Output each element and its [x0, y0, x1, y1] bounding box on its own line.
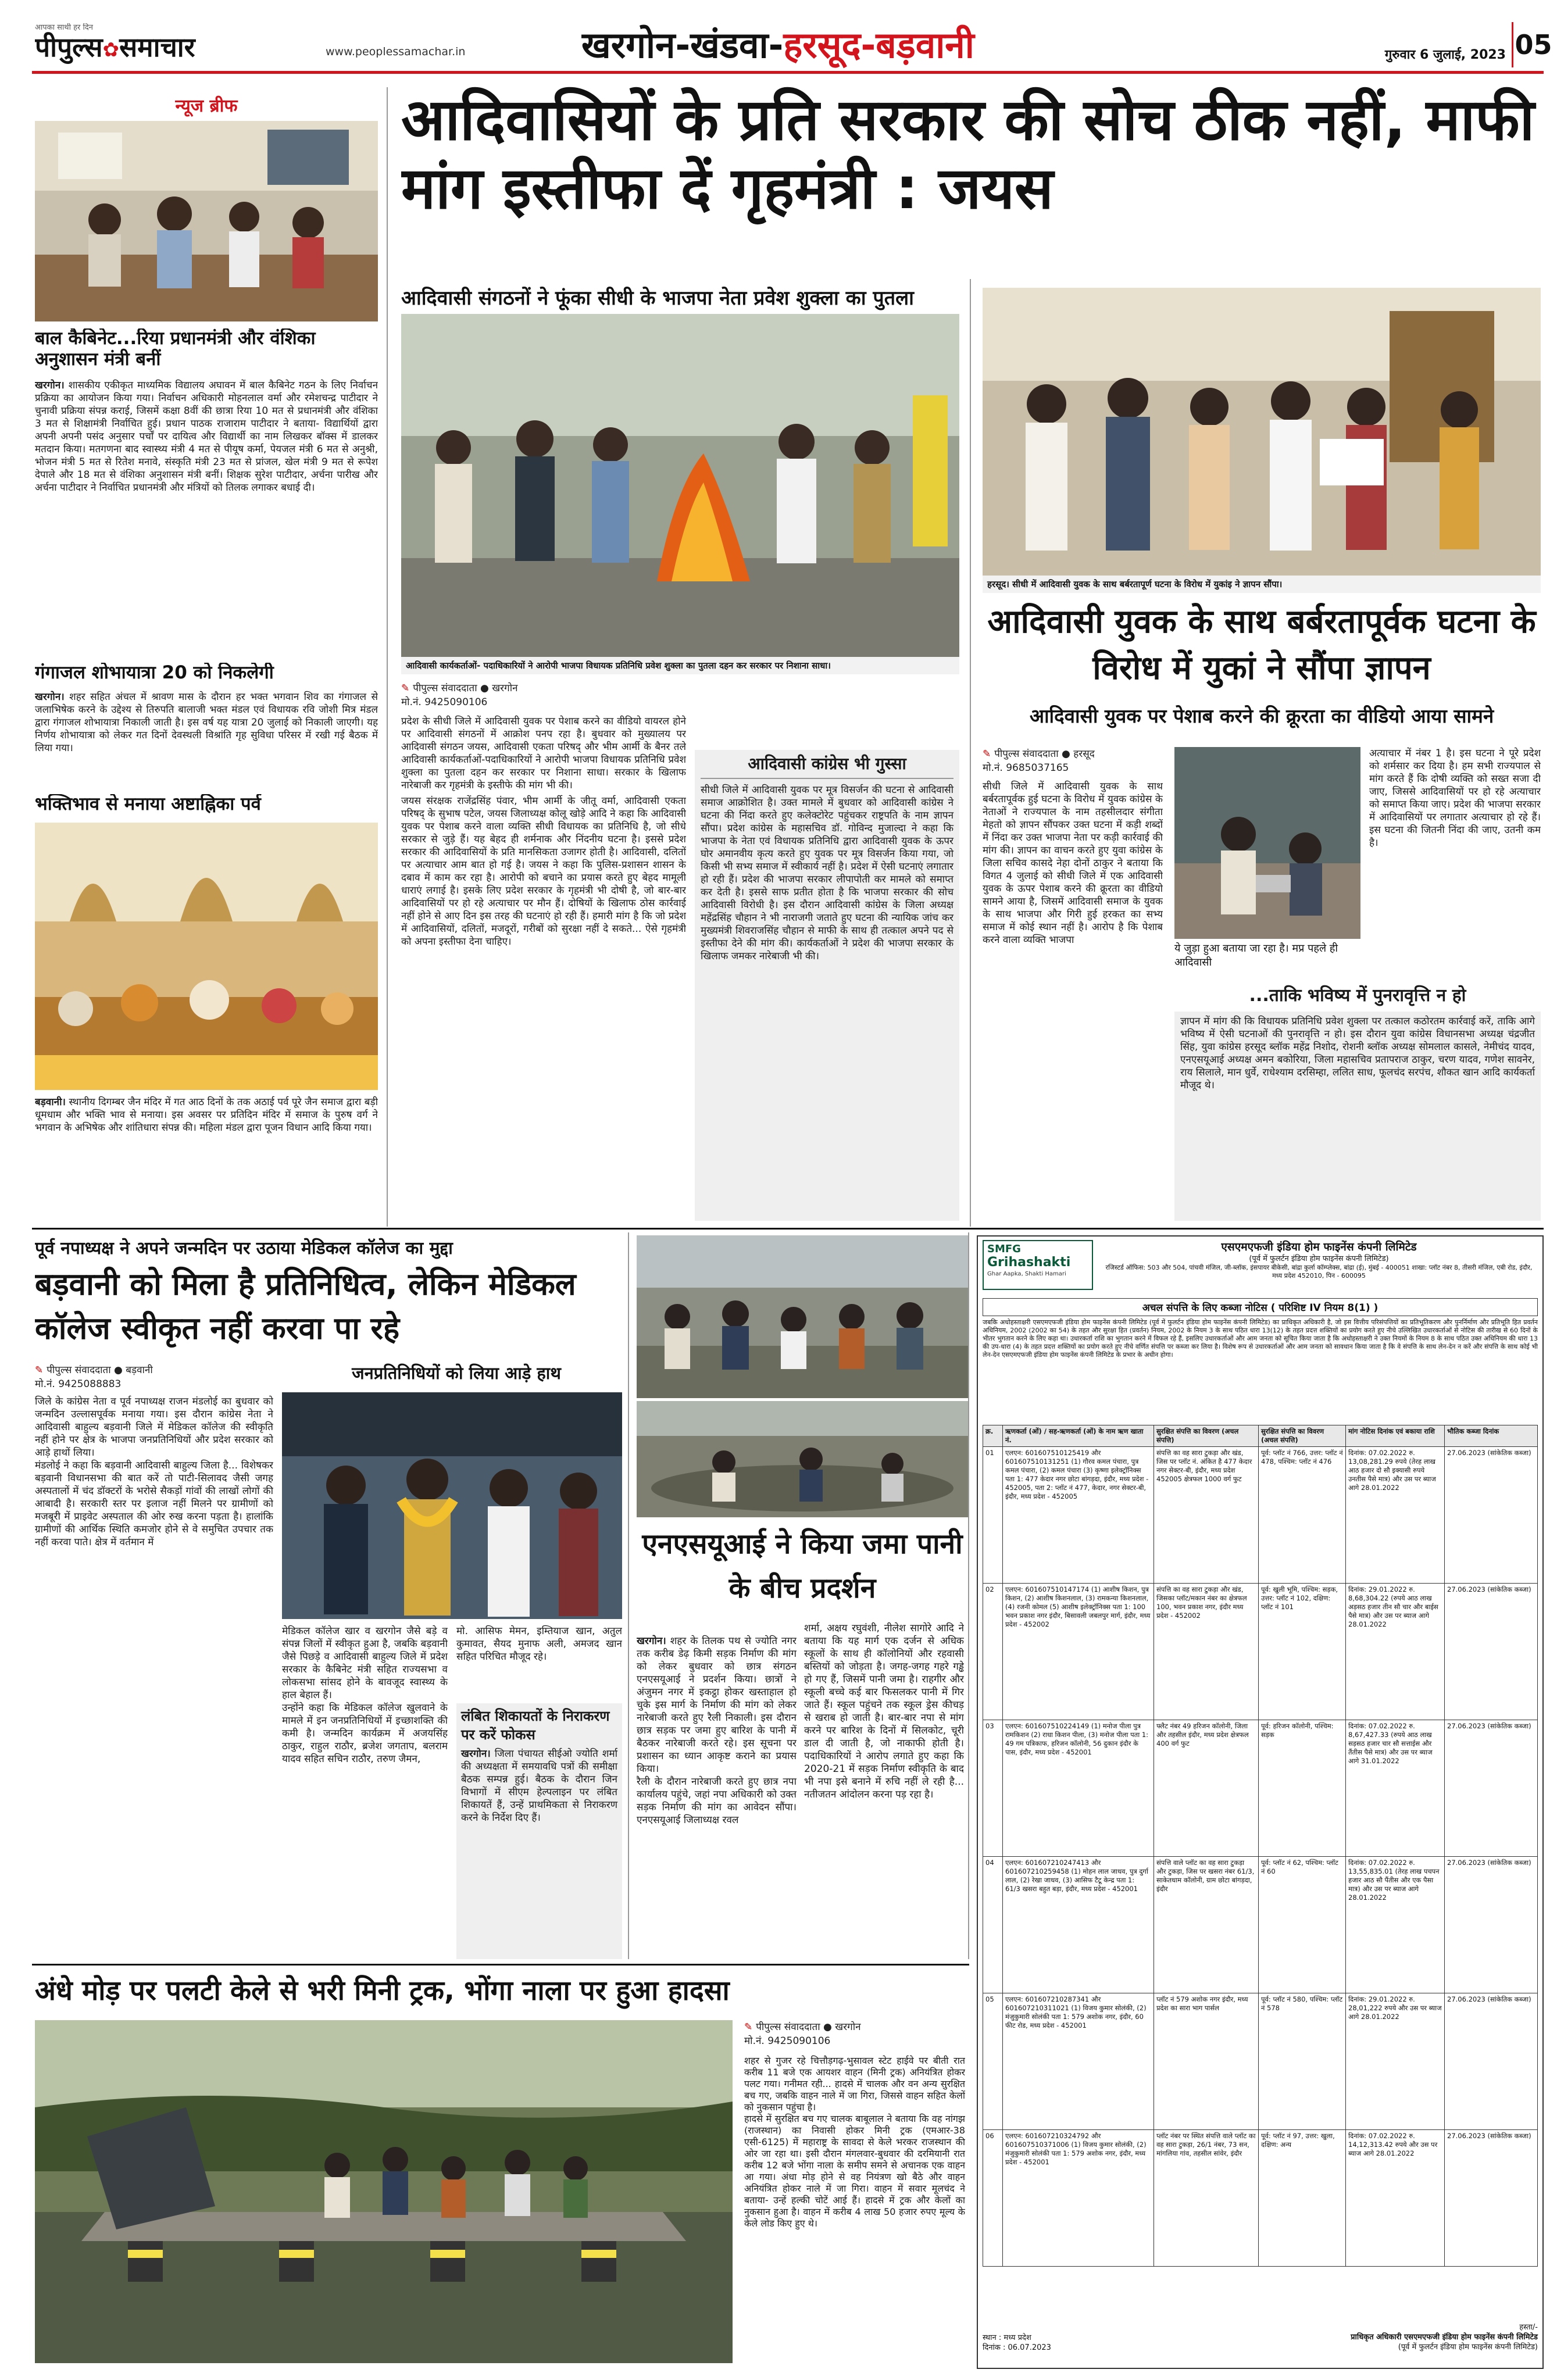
- nsui-photo-road: [637, 1401, 968, 1517]
- pen-icon: ✎: [401, 682, 410, 694]
- notice-table: [983, 1425, 1538, 2267]
- harsud-subhead: आदिवासी युवक पर पेशाब करने की क्रूरता का वीडियो आया सामने: [1029, 705, 1494, 727]
- brief-photo-temple: [35, 823, 378, 1090]
- harsud-box-title: ...ताकि भविष्य में पुनरावृत्ति न हो: [1249, 985, 1466, 1006]
- medical-kicker: पूर्व नपाध्यक्ष ने अपने जन्मदिन पर उठाया मेडिकल कॉलेज का मुद्दा: [35, 1238, 453, 1259]
- notice-sign-label: हस्ता/-: [1519, 2323, 1538, 2332]
- harsud-body-left: सीधी जिले में आदिवासी युवक के साथ बर्बरतापूर्वक हुई घटना के विरोध में युवक कांग्रेस के नेताओं ने राज्यपाल के नाम तहसीलदार संगीता मेहतो को ज्ञापन सौंपकर उक्त घटना में कड़ी शब्दों में निंदा कर उक्त भाजपा नेता पर कड़ी कार्रवाई की मांग की। ज्ञापन का वाचन करते हुए युवा कांग्रेस के जिला सचिव कासदे नेहा दोनों ठाकुर ने बताया कि विगत 4 जुलाई को सीधी जिले में एक आदिवासी युवक के ऊपर पेशाब करने की क्रूरता का वीडियो सामने आया है, जिसमें आदिवासी समाज के युवक के साथ भाजपा और गिरी हुई हरकत का सभ्य समाज में कोई स्थान नहीं है। आरोप है कि पेशाब करने वाला व्यक्ति भाजपा: [983, 781, 1163, 946]
- section-rule: [32, 1228, 1544, 1230]
- video-still-svg: [1174, 747, 1360, 939]
- notice-office: रजिस्टर्ड ऑफिस: 503 और 504, पांचवी मंजिल, जी-ब्लॉक, इंसपायर बीकेसी, बांद्रा कुर्ला कॉम्प्लेक्स, बांद्रा (ई), मुंबई - 400051 शाखा: प्लॉट नंबर 8, तीसरी मंजिल, एबी रोड, इंदौर, मध्य प्रदेश 452010, पिन - 600095: [1105, 1264, 1533, 1280]
- smfg-text: SMFG: [987, 1243, 1021, 1255]
- notice-company: एसएमएफजी इंडिया होम फाइनेंस कंपनी लिमिटेड: [1221, 1241, 1417, 1253]
- brief3-title: भक्तिभाव से मनाया अष्टाह्निका पर्व: [35, 794, 261, 814]
- memorandum-photo-svg: [983, 288, 1541, 576]
- brief3-body: [35, 1096, 378, 1209]
- harsud-byline: ✎ पीपुल्स संवाददाता ● हरसूद मो.नं. 9685037165: [983, 747, 1174, 776]
- truck-photo-accident: [35, 2020, 733, 2363]
- masthead-logo: [35, 23, 291, 64]
- brief1-text: शासकीय एकीकृत माध्यमिक विद्यालय अघावन में बाल कैबिनेट गठन के लिए निर्वाचन प्रक्रिया का आयोजन किया गया। निर्वाचन अधिकारी मोहनलाल वर्मा और रमेशचन्द्र पाटीदार ने चुनावी प्रक्रिया संपन्न कराई, जिसमें कक्षा 8वीं की छात्रा रिया 10 मत से प्रधानमंत्री और वंशिका 3 मत से शिक्षामंत्री निर्वाचित हुई। प्रधान पाठक राजाराम पाटीदार ने बताया- विद्यार्थियों द्वारा अपनी अपनी पसंद अनुसार पर्चों पर दायित्व और विद्यार्थी का नाम लिखकर बॉक्स में डालकर मतदान किया। मतगणना बाद स्वास्थ्य मंत्री 4 मत से पीयूष कर्मा, पेयजल मंत्री 6 मत से अनुश्री, भोजन मंत्री 5 मत से रितेश मनावे, संस्कृति मंत्री 23 मत से प्रांजल, खेल मंत्री 9 मत से रूपेश देपाले और 18 मत से वंशिका अनुशासन मंत्री बनीं। शिक्षक सुरेश पाटीदार, अर्चना पारीख और अर्चना पाटीदार ने निर्वाचित प्रधानमंत्री और मंत्रियों को तिलक लगाकर बधाई दी।: [35, 380, 378, 494]
- notice-col-sr: क्र.: [983, 1425, 1003, 1447]
- notice-col-possession: भौतिक कब्जा दिनांक: [1445, 1425, 1538, 1447]
- lead-body-col1: [401, 715, 686, 1221]
- harsud-video-caption: ये जुड़ा हुआ बताया जा रहा है। मप्र पहले ही आदिवासी: [1174, 942, 1338, 969]
- brief-photo-classroom: [35, 121, 378, 321]
- region-red: हरसूद-बड़वानी: [783, 24, 974, 66]
- lead-column-rule: [970, 279, 971, 1227]
- table-row: 01 एलएन: 601607510125419 और 601607510131251 (1) गौरव कमल पंचारा, पुत्र कमल पंचारा, (2) कमल पंचारा (3) कृष्णा इलेक्ट्रॉनिक्स पता 1: 477 केदार नगर छोटा बांगड़दा, इंदौर, मध्य प्रदेश - 452005, पता 2: प्लॉट नं 477, केदार, नगर सेक्टर-बी, इंदौर, मध्य प्रदेश - 452005 संपत्ति का वह सारा टुकड़ा और खंड, जिस पर प्लॉट नं. अंकित है 477 केदार नगर सेक्टर-बी, इंदौर, मध्य प्रदेश 452005 क्षेत्रफल 1000 वर्ग फुट पूर्व: प्लॉट नं 766, उत्तर: प्लॉट नं 478, पश्चिम: प्लॉट नं 476 दिनांक: 07.02.2022 रु. 13,08,281.29 रुपये (तेरह लाख आठ हजार दो सौ इक्यासी रुपये उनतीस पैसे मात्र) और उस पर ब्याज आगे 28.01.2022 27.06.2023 (सांकेतिक कब्जा): [983, 1447, 1538, 1584]
- grihashakti-text: Grihashakti: [987, 1255, 1071, 1270]
- lead-photo-caption: आदिवासी कार्यकर्ताओं- पदाधिकारियों ने आरोपी भाजपा विधायक प्रतिनिधि प्रवेश शुक्ला का पुतला दहन कर सरकार पर निशाना साधा।: [401, 657, 959, 674]
- issue-date: गुरुवार 6 जुलाई, 2023: [1384, 48, 1506, 62]
- classroom-photo-svg: [35, 121, 378, 321]
- brief1-title: बाल कैबिनेट...रिया प्रधानमंत्री और वंशिका अनुशासन मंत्री बनीं: [35, 328, 316, 370]
- harsud-phone: मो.नं. 9685037165: [983, 762, 1069, 774]
- logo-flower-icon: ✿: [102, 38, 120, 62]
- nsui-headline: एनएसयूआई ने किया जमा पानी के बीच प्रदर्शन: [642, 1528, 963, 1604]
- pending-complaints-dateline: खरगोन।: [461, 1748, 491, 1760]
- lead-photo-title: आदिवासी संगठनों ने फूंका सीधी के भाजपा नेता प्रवेश शुक्ला का पुतला: [401, 287, 914, 310]
- medical-phone: मो.नं. 9425088883: [35, 1378, 122, 1390]
- notice-col-boundaries: सुरक्षित संपत्ति का विवरण (अचल संपत्ति): [1259, 1425, 1346, 1447]
- logo-prefix: पीपुल्स: [35, 31, 103, 63]
- truck-phone: मो.नं. 9425090106: [744, 2035, 831, 2047]
- harsud-body-right: अत्याचार में नंबर 1 है। इस घटना ने पूरे प्रदेश को शर्मसार कर दिया है। हम सभी राज्यपाल से मांग करते हैं कि दोषी व्यक्ति को सख्त सजा दी जाए, जिससे आदिवासियों पर हो रहे अत्याचार को समाप्त किया जाए। प्रदेश की भाजपा सरकार में आदिवासियों पर लगातार अत्याचार हो रहे हैं। इस घटना की जितनी निंदा की जाए, उतनी कम है।: [1369, 748, 1541, 849]
- notice-signatory-sub: (पूर्व में फुलर्टन इंडिया होम फाइनेंस कंपनी लिमिटेड): [1398, 2343, 1538, 2352]
- brief1-dateline: खरगोन।: [35, 380, 65, 391]
- truck-byline: ✎ पीपुल्स संवाददाता ● खरगोन मो.नं. 9425090106: [744, 2020, 965, 2049]
- table-row: 03 एलएन: 601607510224149 (1) मनोज पीला पुत्र रामकिशन (2) राधा किशन पीला, (3) मनोज पीला पता 1: 49 गम पत्रिकाफ, हरिजन कॉलोनी, 56 दुकान इंदौर के पास, इंदौर, मध्य प्रदेश - 452001 फ्लैट नंबर 49 हरिजन कॉलोनी, जिला और तहसील इंदौर, मध्य प्रदेश क्षेत्रफल 400 वर्ग फुट पूर्व: हरिजन कॉलोनी, पश्चिम: सड़क दिनांक: 07.02.2022 रु. 8,67,427.33 (रुपये आठ लाख सड़सठ हजार चार सौ सत्ताईस और तैंतीस पैसे मात्र) और उस पर ब्याज आगे 31.01.2022 27.06.2023 (सांकेतिक कब्जा): [983, 1720, 1538, 1857]
- table-row: 05 एलएन: 601607210287341 और 601607210311021 (1) विजय कुमार सोलंकी, (2) मंजुकुमारी सोलंकी पता 1: 579 अशोक नगर, इंदौर, 60 फीट रोड, मध्य प्रदेश - 452001 प्लॉट नं 579 अशोक नगर इंदौर, मध्य प्रदेश का सारा भाग पार्सल पूर्व: प्लॉट नं 580, पश्चिम: प्लॉट नं 578 दिनांक: 29.01.2022 रु. 28,01,222 रुपये और उस पर ब्याज आगे 28.01.2022 27.06.2023 (सांकेतिक कब्जा): [983, 1993, 1538, 2130]
- legal-notice: [977, 1235, 1544, 2369]
- brief2-title: गंगाजल शोभायात्रा 20 को निकलेगी: [35, 663, 274, 683]
- nsui-col2-text: शर्मा, अक्षय रघुवंशी, नीलेश सागोरे आदि ने बताया कि यह मार्ग एक दर्जन से अधिक स्कूलों के साथ ही कॉलोनियों और रहवासी बस्तियों को जोड़ता है। जगह-जगह गहरे गड्ढे हो गए हैं, जिसमें पानी जमा है। राहगीर और स्कूली बच्चे कई बार फिसलकर पानी में गिर जाते हैं। स्कूल पहुंचने तक स्कूल ड्रेस कीचड़ से खराब हो जाती है। बार-बार नपा से मांग करने पर बारिश के दिनों में सिलकोट, चूरी डाल दी जाती है, जो नाकाफी होती है। पदाधिकारियों ने आरोप लगाते हुए कहा कि 2020-21 में सड़क निर्माण स्वीकृति के बाद भी नपा इसे बनाने में रुचि नहीं ले रही है... नतीजतन आंदोलन करना पड़ रहा है।: [804, 1623, 964, 1800]
- lead-para-2: जयस संरक्षक राजेंद्रसिंह पंवार, भीम आर्मी के जीतू वर्मा, आदिवासी एकता परिषद् के सुभाष पटेल, जयस जिलाध्यक्ष कोलू खोड़े आदि ने कहा कि आदिवासी युवक पर पेशाब करने वाला व्यक्ति सीधी विधायक का प्रतिनिधि है, जो सीधे सरकार से जुड़े हैं। यह बेहद ही शर्मनाक और निंदनीय घटना है। इससे प्रदेश सरकार की आदिवासियों के प्रति मानसिकता उजागर होती है। आदिवासी, दलितों पर अत्याचार आम बात हो गई है। जयस ने कहा कि पुलिस-प्रशासन शासन के दबाव में काम कर रहा है। आरोपी को बचाने का प्रयास करते हुए बेहद मामूली धाराएं लगाई है। इसके लिए प्रदेश सरकार के गृहमंत्री भी दोषी है, जो बार-बार आदिवासियों पर हो रहे अत्याचार पर मौन हैं। दोषियों के खिलाफ ठोस कार्रवाई नहीं होने से आए दिन इस तरह की घटनाएं हो रही हैं। हमारी मांग है कि जो प्रदेश में आदिवासियों, दलितों, मजदूरों, गरीबों को सुरक्षा नहीं दे सकते... ऐसे गृहमंत्री को अपना इस्तीफा देना चाहिए।: [401, 795, 686, 948]
- adivasi-congress-body: सीधी जिले में आदिवासी युवक पर मूत्र विसर्जन की घटना से आदिवासी समाज आक्रोशित है। उक्त मामले में बुधवार को आदिवासी कांग्रेस ने घटना की निंदा करते हुए कलेक्टोरेट पहुंचकर राष्ट्रपति के नाम ज्ञापन सौंपा। प्रदेश कांग्रेस के महासचिव डॉ. गोविन्द मुजाल्दा ने कहा कि भाजपा के नेता एवं विधायक प्रतिनिधि द्वारा आदिवासी युवक के ऊपर घोर अमानवीय कृत्य करते हुए युवक पर मूत्र विसर्जन किया गया, जो किसी भी सभ्य समाज में स्वीकार्य नहीं है। प्रदेश में ऐसी घटनाएं लगातार हो रही हैं। प्रदेश की भाजपा सरकार लीपापोती कर मामले को समाप्त कर देती है। इससे साफ प्रतीत होता है कि भाजपा सरकार की सोच आदिवासी विरोधी है। इस दौरान आदिवासी कांग्रेस के जिला अध्यक्ष महेंद्रसिंह चौहान ने भी नाराजगी जताते हुए घटना की न्यायिक जांच कर मुख्यमंत्री शिवराजसिंह चौहान से माफी के साथ ही तत्काल अपने पद से इस्तीफा देने की मांग की। कार्यकर्ताओं ने प्रदेश की भाजपा सरकार के खिलाफ जमकर नारेबाजी भी की।: [701, 784, 954, 962]
- nsui-col1: [637, 1622, 797, 1959]
- pending-complaints-box: [456, 1703, 622, 1959]
- medical-subhead: जनप्रतिनिधियों को लिया आड़े हाथ: [352, 1363, 561, 1383]
- lead-byline: ✎ पीपुल्स संवाददाता ● खरगोन मो.नं. 9425090106: [401, 681, 593, 710]
- adivasi-congress-title: आदिवासी कांग्रेस भी गुस्सा: [701, 750, 954, 779]
- harsud-box-body: ज्ञापन में मांग की कि विधायक प्रतिनिधि प्रवेश शुक्ला पर तत्काल कठोरतम कार्रवाई करें, ताकि आगे भविष्य में ऐसी घटनाओं की पुनरावृत्ति न हो। इस दौरान युवा कांग्रेस विधानसभा अध्यक्ष चंद्रजीत सिंह, युवा कांग्रेस हरसूद ब्लॉक महेंद्र निशोद, रोशनी ब्लॉक अध्यक्ष सोमलाल कासले, नेमीचंद यादव, एनएसयूआई अध्यक्ष अमन बकोरिया, जिला महासचिव प्रतापराज ठाकुर, चरण यादव, गणेश सावनेर, राय सिलाले, मान धुर्वे, राधेश्याम दरसिम्हा, ललित साध, फूलचंद सरपंच, शौकत खान आदि कार्यकर्ता मौजूद थे।: [1174, 1012, 1541, 1221]
- region-black: खरगोन-खंडवा-: [581, 24, 784, 66]
- medical-column-rule: [628, 1232, 629, 1959]
- protest-photo-svg: [637, 1235, 968, 1398]
- pen-icon: ✎: [744, 2021, 753, 2033]
- nsui-dateline: खरगोन।: [637, 1635, 666, 1647]
- notice-date: दिनांक : 06.07.2023: [983, 2343, 1051, 2352]
- nsui-photo-protest: [637, 1235, 968, 1398]
- page-region-title: [581, 22, 1163, 69]
- table-row: 02 एलएन: 601607510147174 (1) आशीष किशन, पुत्र किशन, (2) आशीष किशनलाल, (3) रामकन्या किशनलाल, (4) रजनी कोमल (5) आशीष इलेक्ट्रॉनिक्स पता 1: 100 भवन प्रकाश नगर इंदौर, बिसावली जबलपुर मार्ग, इंदौर, मध्य प्रदेश - 452002 संपत्ति का वह सारा टुकड़ा और खंड, जिसका प्लॉट/मकान नंबर का क्षेत्रफल 100, भवन प्रकाश नगर, इंदौर मध्य प्रदेश - 452002 पूर्व: खुली भूमि, पश्चिम: सड़क, उत्तर: प्लॉट नं 102, दक्षिण: प्लॉट नं 101 दिनांक: 29.01.2022 रु. 8,68,304.22 (रुपये आठ लाख अड़सठ हजार तीन सौ चार और बाईस पैसे मात्र) और उस पर ब्याज आगे 28.01.2022 27.06.2023 (सांकेतिक कब्जा): [983, 1584, 1538, 1720]
- notice-col-borrower: ऋणकर्ता (ओं) / सह-ऋणकर्ता (ओं) के नाम ऋण खाता नं.: [1003, 1425, 1154, 1447]
- pending-complaints-body: जिला पंचायत सीईओ ज्योति शर्मा की अध्यक्षता में समयावधि पत्रों की समीक्षा बैठक सम्पन्न हुई। बैठक के दौरान जिन विभागों में सीएम हेल्पलाइन पर लंबित शिकायतें हैं, उन्हें प्राथमिकता से निराकरण करने के निर्देश दिए हैं।: [461, 1748, 618, 1824]
- masthead-rule: [32, 71, 1544, 74]
- harsud-photo-caption: हरसूद। सीधी में आदिवासी युवक के साथ बर्बरतापूर्ण घटना के विरोध में युकांइ ने ज्ञापन सौंपा।: [983, 576, 1541, 593]
- brief1-body: [35, 379, 378, 652]
- harsud-video-still: [1174, 747, 1360, 939]
- brief2-dateline: खरगोन।: [35, 691, 65, 703]
- medical-col3: मो. आसिफ मेमन, इम्तियाज खान, अतुल कुमावत, सैयद मुनाफ अली, अमजद खान सहित परिचित मौजूद रहे।: [456, 1625, 622, 1663]
- truck-headline: अंधे मोड़ पर पलटी केले से भरी मिनी ट्रक, भोंगा नाला पर हुआ हादसा: [35, 1975, 730, 2007]
- brief3-text: स्थानीय दिगम्बर जैन मंदिर में गत आठ दिनों के तक अठाई पर्व पूरे जैन समाज द्वारा बड़ी धूमधाम और भक्ति भाव से मनाया। इस अवसर पर प्रतिदिन मंदिर में समाज के पुरुष वर्ग ने भगवान के अभिषेक और शांतिधारा संपन्न की। महिला मंडल द्वारा पूजन विधान आदि किया गया।: [35, 1096, 378, 1134]
- lead-phone: मो.नं. 9425090106: [401, 696, 488, 708]
- lead-headline: आदिवासियों के प्रति सरकार की सोच ठीक नहीं, माफी मांग इस्तीफा दें गृहमंत्री : जयस: [401, 87, 1535, 222]
- brief2-text: शहर सहित अंचल में श्रावण मास के दौरान हर भक्त भगवान शिव का गंगाजल से जलाभिषेक करने के उद्देश्य से तिरुपति बालाजी भक्त मंडल एवं विधायक रवि जोशी मित्र मंडल द्वारा गंगाजल शोभायात्रा निकाली जाती है। इस वर्ष यह यात्रा 20 जुलाई को निकाली जाएगी। यह निर्णय शोभायात्रा को लेकर गत दिनों देवस्थली विश्रांति गृह सुविधा परिसर में रखी गई बैठक में लिया गया।: [35, 691, 378, 754]
- brief-column-rule: [387, 87, 388, 1227]
- notice-col-property: सुरक्षित संपत्ति का विवरण (अचल संपत्ति): [1154, 1425, 1259, 1447]
- logo-suffix: समाचार: [119, 31, 195, 63]
- medical-byline: ✎ पीपुल्स संवाददाता ● बड़वानी मो.नं. 9425088883: [35, 1363, 227, 1392]
- lead-para-1: प्रदेश के सीधी जिले में आदिवासी युवक पर पेशाब करने का वीडियो वायरल होने पर आदिवासी संगठनों में आक्रोश पनप रहा है। बुधवार को मुख्यालय पर आदिवासी संगठन जयस, आदिवासी एकता परिषद् और भीम आर्मी के बैनर तले आदिवासी कार्यकर्ताओं-पदाधिकारियों ने आरोपी भाजपा विधायक प्रतिनिधि प्रवेश शुक्ला का पुतला दहन कर सरकार पर निशाना साधा। सरकार के खिलाफ नारेबाजी कर गृहमंत्री के इस्तीफे की मांग भी की।: [401, 716, 686, 791]
- medical-col2: मेडिकल कॉलेज खार व खरगोन जैसे बड़े व संपन्न जिलों में स्वीकृत हुआ है, जबकि बड़वानी जैसे पिछड़े व आदिवासी बाहुल्य जिले में प्रदेश सरकार के कैबिनेट मंत्री सहित राज्यसभा व लोकसभा सांसद होने के बावजूद स्वास्थ्य के हाल बेहाल हैं। उन्होंने कहा कि मेडिकल कॉलेज खुलवाने के मामले में इन जनप्रतिनिधियों में इच्छाशक्ति की कमी है। जन्मदिन कार्यक्रम में अजयसिंह ठाकुर, राहुल राठौर, ब्रजेश जगताप, बलराम यादव सहित सचिन राठौर, तरुण जैमन,: [282, 1625, 448, 1765]
- logo-tagline: आपका साथी हर दिन: [35, 23, 93, 32]
- website-url[interactable]: www.peoplessamachar.in: [326, 45, 466, 58]
- brief3-dateline: बड़वानी।: [35, 1096, 66, 1108]
- lead-photo-effigy: [401, 314, 959, 657]
- effigy-photo-svg: [401, 314, 959, 657]
- notice-col-demand: मांग नोटिस दिनांक एवं बकाया राशि: [1346, 1425, 1445, 1447]
- brief-label: न्यूज ब्रीफ: [175, 96, 238, 116]
- accident-photo-svg: [35, 2020, 733, 2363]
- adivasi-congress-box: [695, 750, 959, 1221]
- page-number: 05: [1512, 22, 1554, 67]
- smfg-logo: [983, 1240, 1093, 1290]
- pen-icon: ✎: [983, 748, 991, 760]
- table-row: 06 एलएन: 601607210324792 और 601607510371006 (1) विजय कुमार सोलंकी, (2) मंजुकुमारी सोलंकी पता 1: 579 अशोक नगर, इंदौर, मध्य प्रदेश - 452001 प्लॉट नंबर पर स्थित संपत्ति वाले प्लॉट का वह सारा टुकड़ा, 26/1 नंबर, 73 सन, मांगलिया गांव, तहसील सांवेर, इंदौर पूर्व: प्लॉट नं 97, उत्तर: खुला, दक्षिण: अन्य दिनांक: 07.02.2022 रु. 14,12,313.42 रुपये और उस पर ब्याज आगे 28.01.2022 27.06.2023 (सांकेतिक कब्जा): [983, 2130, 1538, 2267]
- grihashakti-tagline: Ghar Aapka, Shakti Hamari: [987, 1271, 1066, 1277]
- medical-photo-birthday: [282, 1392, 622, 1619]
- notice-intro: जबकि अधोहस्ताक्षरी एसएमएफजी इंडिया होम फाइनेंस कंपनी लिमिटेड (पूर्व में फुलर्टन इंडिया होम फाइनेंस कंपनी लिमिटेड) का प्राधिकृत अधिकारी है, जो इस वित्तीय परिसंपत्तियों का प्रतिभूतिकरण और पुनर्निर्माण और प्रतिभूति हित प्रवर्तन अधिनियम, 2002 (2002 का 54) के तहत और सुरक्षा हित (प्रवर्तन) नियम, 2002 के नियम 3 के साथ पठित धारा 13(12) के तहत प्रदत्त शक्तियों का प्रयोग करते हुए नीचे उल्लिखित उधारकर्ताओं से नोटिस की तारीख से 60 दिनों के भीतर भुगतान करने के लिए कहा था। उधारकर्ता राशि का भुगतान करने में विफल रहे हैं, इसलिए उधारकर्ताओं और आम जनता को सूचित किया जाता है कि अधोहस्ताक्षरी ने उक्त नियमों के नियम 8 के साथ पठित उक्त अधिनियम की धारा 13 की उप-धारा (4) के तहत प्रदत्त शक्तियों का प्रयोग करते हुए नीचे वर्णित संपत्ति पर कब्जा कर लिया है। विशेष रूप से उधारकर्ताओं और आम जनता को सावधान किया जाता है कि वे संपत्ति के साथ लेन-देन न करें और संपत्ति के साथ कोई भी लेन-देन एसएमएफजी इंडिया होम फाइनेंस कंपनी लिमिटेड के प्रभार के अधीन होगा।: [983, 1318, 1538, 1359]
- medical-headline: बड़वानी को मिला है प्रतिनिधित्व, लेकिन मेडिकल कॉलेज स्वीकृत नहीं करवा पा रहे: [35, 1267, 576, 1346]
- notice-place: स्थान : मध्य प्रदेश: [983, 2333, 1031, 2342]
- pen-icon: ✎: [35, 1364, 44, 1376]
- notice-title: अचल संपत्ति के लिए कब्जा नोटिस ( परिशिष्ट IV नियम 8(1) ): [983, 1298, 1538, 1316]
- notice-signatory: प्राधिकृत अधिकारी एसएमएफजी इंडिया होम फाइनेंस कंपनी लिमिटेड: [1351, 2333, 1538, 2342]
- table-row: 04 एलएन: 601607210247413 और 601607210259458 (1) मोहन लाल जाधव, पुत्र दुर्गा लाल, (2) रेखा जाधव, (3) आसिफ टैटू केन्द्र पता 1: 61/3 खसरा बहुत बड़ा, इंदौर, मध्य प्रदेश - 452001 संपत्ति वाले प्लॉट का वह सारा टुकड़ा और टुकड़ा, जिस पर खसरा नंबर 61/3, साकेतधाम कॉलोनी, ग्राम छोटा बांगड़दा, इंदौर पूर्व: प्लॉट नं 62, पश्चिम: प्लॉट नं 60 दिनांक: 07.02.2022 रु. 13,55,835.01 (तेरह लाख पचपन हजार आठ सौ पैंतीस और एक पैसा मात्र) और उस पर ब्याज आगे 28.01.2022 27.06.2023 (सांकेतिक कब्जा): [983, 1857, 1538, 1993]
- nsui-column-rule: [968, 1232, 969, 1959]
- nsui-col1-text: शहर के तिलक पथ से ज्योति नगर तक करीब डेढ़ किमी सड़क निर्माण की मांग को लेकर बुधवार को छात्र संगठन एनएसयूआई ने प्रदर्शन किया। छात्रों ने अंजुमन नगर में इकट्ठा होकर खस्ताहाल हो चुके इस मार्ग के निर्माण की मांग को लेकर नारेबाजी करते हुए रैली निकाली। इस दौरान छात्र सड़क पर जमा हुए बारिश के पानी में बैठकर नारेबाजी करते रहे। इस सूचना पर प्रशासन का ध्यान आकृष्ट कराने का प्रयास किया। रैली के दौरान नारेबाजी करते हुए छात्र नपा कार्यालय पहुंचे, जहां नपा अधिकारी को उक्त सड़क निर्माण की मांग का आवेदन सौंपा। एनएसयूआई जिलाध्यक्ष रवल: [637, 1635, 797, 1826]
- brief2-body: [35, 691, 378, 788]
- road-photo-svg: [637, 1401, 968, 1517]
- medical-col1: जिले के कांग्रेस नेता व पूर्व नपाध्यक्ष राजन मंडलोई का बुधवार को जन्मदिन उल्लासपूर्वक मनाया गया। इस दौरान कांग्रेस नेता ने आदिवासी बाहुल्य बड़वानी जिले में मेडिकल कॉलेज की स्वीकृति नहीं होने पर क्षेत्र के भाजपा जनप्रतिनिधियों और प्रदेश सरकार को आड़े हाथों लिया। मंडलोई ने कहा कि बड़वानी आदिवासी बाहुल्य जिला है... विशेषकर बड़वानी विधानसभा की बात करें तो पाटी-सिलावद जैसी जगह अस्पतालों में चंद डॉक्टरों के भरोसे सैकड़ों गांवों की लाखों लोगों की आबादी है। सरकारी स्तर पर इलाज नहीं मिलने पर ग्रामीणों को मजबूरी में प्राइवेट अस्पताल की ओर रुख करना पड़ता है। हालांकि ग्रामीणों की आर्थिक स्थिति कमजोर होने से वे समुचित उपचार तक नहीं करवा पाते। क्षेत्र में वर्तमान में: [35, 1396, 273, 1548]
- notice-company-sub: (पूर्व में फुलर्टन इंडिया होम फाइनेंस कंपनी लिमिटेड): [1249, 1255, 1389, 1263]
- pending-complaints-title: लंबित शिकायतों के निराकरण पर करें फोकस: [461, 1708, 610, 1743]
- truck-body: शहर से गुजर रहे चित्तौड़गढ़-भुसावल स्टेट हाईवे पर बीती रात करीब 11 बजे एक आयशर वाहन (मिनी ट्रक) अनियंत्रित होकर पलट गया। गनीमत रही... हादसे में चालक और वन अन्य सुरक्षित बच गए, जबकि वाहन नाले में जा गिरा, जिससे वाहन सहित केलों को नुकसान पहुंचा है। हादसे में सुरक्षित बच गए चालक बाबूलाल ने बताया कि वह नांगझ (राजस्थान) का निवासी होकर मिनी ट्रक (एमआर-38 एसी-6125) में महाराष्ट्र के सावदा से केले भरकर राजस्थान की ओर जा रहा था। इसी दौरान मंगलवार-बुधवार की दरमियानी रात करीब 12 बजे भोंगा नाला के समीप समने से अचानक एक वाहन आ गया। अंधा मोड़ होने से वह नियंत्रण खो बैठे और वाहन अनियंत्रित होकर नाले में जा गिरा। वाहन में सवार मूलचंद ने बताया- उन्हें हल्की चोटें आई हैं। हादसे में ट्रक और केलों का नुकसान हुआ है। वाहन में करीब 4 लाख 50 हजार रुपए मूल्य के केले लोड किए हुए थे।: [744, 2055, 965, 2229]
- harsud-photo-memorandum: [983, 288, 1541, 576]
- section-rule-bottom: [32, 1964, 969, 1966]
- birthday-photo-svg: [282, 1392, 622, 1619]
- harsud-headline: आदिवासी युवक के साथ बर्बरतापूर्वक घटना के विरोध में युकां ने सौंपा ज्ञापन: [987, 603, 1536, 687]
- temple-photo-svg: [35, 823, 378, 1090]
